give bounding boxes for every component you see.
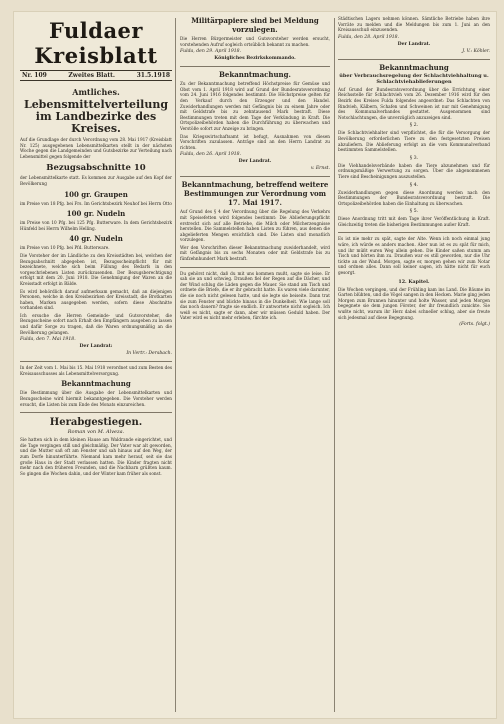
serial-author: Roman von M. Alveza.: [67, 429, 125, 436]
notice-text: Das Kriegswirtschaftsamt ist befugt, Ausnahmen von diesen Vorschriften zuzulassen. Anträge sind an den Herrn Landrat zu richten.: [180, 133, 330, 150]
article-text: im Preise von 10 Pfg. bei Pfd. Butterware.: [20, 245, 110, 251]
signature: J. V.: Köhler.: [462, 48, 490, 54]
signature: In Vertr.: Dersbach.: [126, 351, 172, 357]
notice-text: In der Zeit vom 1. Mai bis 15. Mai 1918 verordnet und zum Besten des Kreisausschusses als Lebensmittelversorgung.: [20, 365, 172, 376]
office-name: Der Landrat:: [79, 344, 113, 350]
article-text: Die Vorsteher der im Ländliche zu den Kreisstädten bei, welchen der Bezugsabschnitt abgegeben ist, Bezugsscheinpflicht für mit bezeichnete, welche sich beim Füllung des Bedarfs in den vorgeschriebenen Listen zurückzusenden. Der Bezugsberechtigung erfolgt mit dem 20. Juni 1918. Die Genehmigung der Waren an die Kreisstadt erfolgt in Bälde.: [20, 252, 172, 286]
item-heading: 40 gr. Nudeln: [69, 234, 123, 244]
notice-heading: Bekanntmachung.: [219, 70, 291, 80]
notice-text: Zuwiderhandlungen gegen diese Anordnung werden nach den Bestimmungen der Bundesratsverordnung bestraft. Die Ortspolizeibehörden haben die Einhaltung zu überwachen.: [338, 189, 490, 206]
divider: [338, 59, 490, 60]
place-date: Fulda, den 26. April 1918.: [180, 152, 242, 158]
column-right: [338, 12, 490, 718]
issue-line: [20, 70, 172, 81]
notice-text: Auf Grund der Bundesratsverordnung über die Errichtung einer Reichsstelle für Schlachtvieh vom 26. Dezember 1916 wird für den Bezirk des Kreises Fulda folgendes angeordnet: Das Schlachten von Rindvieh, Kälbern, Schafen und Schweinen ist nur mit Genehmigung des Kommunalverbandes gestattet. Ausgenommen sind Notschlachtungen, die unverzüglich anzuzeigen sind.: [338, 86, 490, 120]
section-kicker: Amtliches.: [72, 87, 120, 97]
article-text: im Preise von 18 Pfg. bei Frs. Im Gerichtsbezirk Neuhof bei Herrn Otto: [20, 200, 172, 206]
place-date: Fulda, den 29. April 1918.: [180, 49, 242, 55]
article-text: der Lebensmittelkarte statt. Es kommen zur Ausgabe auf den Kopf der Bevölkerung: [20, 175, 172, 186]
serial-text: Sie hatten sich in dem kleinen Hause am Waldrande eingerichtet, und die Tage vergingen still und gleichmäßig. Der Vater war alt geworden, und die Mutter saß oft am Fenster und sah hinaus auf den Weg, der zum Dorfe hinunterführte. Niemand kam mehr herauf, seit sie das große Haus in der Stadt verlassen hatten. Die Kinder fragten nicht mehr nach den früheren Freunden, und die Nachbarn grüßten kaum. So gingen die Wochen dahin, und der Winter kam früher als sonst.: [20, 437, 172, 476]
notice-text: Diese Anordnung tritt mit dem Tage ihrer Veröffentlichung in Kraft. Gleichzeitig treten die bisherigen Bestimmungen außer Kraft.: [338, 216, 490, 227]
article-headline: Lebensmittelverteilung im Landbezirke des Kreises.: [23, 98, 169, 135]
divider: [20, 412, 172, 413]
paragraph-number: § 3.: [409, 155, 419, 161]
serial-text: Du gehörst nicht, daß du mit uns kommen mußt, sagte sie leise. Er sah sie an und schwieg. Draußen fiel der Regen auf die Dächer, und der Wind schlug die Läden gegen die Mauer. Sie stand am Tisch und ordnete die Briefe, die er ihr gebracht hatte. Es waren viele darunter, die sie noch nicht gelesen hatte, und sie legte sie beiseite. Dann trat sie zum Fenster und blickte hinaus in die Dunkelheit. Wie lange soll das noch dauern? fragte sie endlich. Er antwortete nicht sogleich. Ich weiß es nicht, sagte er dann, aber wir müssen Geduld haben. Der Vater wird es nicht mehr erleben, fürchte ich.: [180, 270, 330, 321]
column-divider: [334, 18, 335, 712]
paragraph-number: § 4.: [409, 182, 419, 188]
place-date: Fulda, den 28. April 1918.: [338, 34, 400, 40]
issue-number: Nr. 109: [22, 72, 47, 79]
item-heading: 100 gr. Graupen: [64, 189, 128, 199]
notice-heading: Bekanntmachung: [379, 62, 449, 72]
signature: v. Ernst.: [310, 166, 330, 172]
notice-text: Städtischen Lagers nehmen können. Sämtliche Betriebe haben ihre Vorräte zu melden und die Meldungen bis zum 1. Juni an den Kreisausschuß einzusenden.: [338, 16, 490, 33]
notice-heading: Bekanntmachung, betreffend weitere Bestimmungen zur Verordnung vom 17. Mai 1917.: [181, 180, 329, 208]
notice-heading: Militärpapiere sind bei Meldung vorzulegen.: [191, 16, 319, 34]
column-middle: [180, 12, 330, 718]
notice-text: Die Herren Bürgermeister und Gutsvorsteher werden ersucht, vorstehenden Aufruf sogleich ortsüblich bekannt zu machen.: [180, 36, 330, 47]
article-text: Auf die Grundlage der durch Verordnung vom 28. Mai 1917 (Kreisblatt Nr. 125) ausgegebenen Lebensmittelkarten stellt in der nächsten Woche gegen die Landgemeinden und Gutsbezirke zur Verteilung nach Lebensmittel gegen folgende der: [20, 137, 172, 159]
notice-subheading: über Verbrauchsregelung der Schlachtviehhaltung u. Schlachtviehablieferungen: [339, 72, 489, 85]
issue-date: 31.5.1918: [136, 72, 170, 79]
notice-text: Auf Grund des § 4 der Verordnung über die Regelung des Verkehrs mit Speisefetten wird folgendes bestimmt: Die Ablieferungspflicht erstreckt sich auf alle Betriebe, die Milch oder Milcherzeugnisse herstellen. Die Sammelstellen haben Listen zu führen, aus denen die abgelieferten Mengen ersichtlich sind. Die Listen sind monatlich vorzulegen.: [180, 209, 330, 243]
divider: [338, 232, 490, 233]
divider: [180, 66, 330, 67]
column-left: [20, 12, 172, 718]
article-text: im Preise von 10 Pfg. bei 125 Pfg. Butterware. In dem Gerichtsbezirk Hünfeld bei Herrn Wilhelm Helling.: [20, 220, 172, 231]
place-date: Fulda, den 7. Mai 1918.: [20, 337, 76, 343]
serial-title: Herabgestiegen.: [49, 417, 143, 429]
article-text: Es wird behördlich darauf aufmerksam gemacht, daß an diejenigen Personen, welche in den Kreisbezirken der Kreisstadt, die Brotkarten haben, Marken ausgegeben werden, sofern diese Abschnitte vorhanden sind.: [20, 288, 172, 311]
divider: [180, 176, 330, 177]
notice-text: Die Bestimmung über die Ausgabe der Lebensmittelkarten und Bezugsscheine wird hiermit bekanntgegeben. Die Vorsteher werden ersucht, die Listen bis zum Ende des Monats einzureichen.: [20, 390, 172, 407]
notice-heading: Bekanntmachung: [61, 379, 131, 389]
office-name: Der Landrat.: [397, 41, 431, 47]
column-divider: [175, 18, 176, 712]
paragraph-number: § 5.: [409, 209, 419, 215]
serial-text: Es ist nie mehr zu spät, sagte der Alte. Wenn ich noch einmal jung wäre, ich würde es anders machen. Aber nun ist es zu spät für mich, und ihr müßt euren Weg allein gehen. Die Kinder saßen stumm am Tisch und hörten ihm zu. Draußen war es still geworden, nur die Uhr tickte an der Wand. Morgen, sagte er, morgen gehen wir zum Notar und ordnen alles. Dann soll keiner sagen, ich hätte nicht für euch gesorgt.: [338, 236, 490, 276]
chapter-heading: 12. Kapitel.: [398, 278, 430, 285]
paragraph-number: § 2.: [409, 123, 419, 129]
continued-note: (Forts. folgt.): [459, 322, 490, 328]
divider: [20, 361, 172, 362]
office-name: Königliches Bezirkskommando.: [214, 56, 296, 62]
notice-text: Zu der Bekanntmachung betreffend Höchstpreise für Gemüse und Obst vom 1. April 1918 wird auf Grund der Bundesratsverordnung vom 24. Juni 1916 folgendes bestimmt: Die Höchstpreise gelten für den Verkauf durch den Erzeuger und den Handel. Zuwiderhandlungen werden mit Gefängnis bis zu einem Jahre oder mit Geldstrafe bis zu zehntausend Mark bestraft. Diese Bestimmungen treten mit dem Tage der Verkündung in Kraft. Die Ortspolizeibehörden haben die Durchführung zu überwachen und Verstöße sofort zur Anzeige zu bringen.: [180, 81, 330, 131]
serial-text: Die Wochen vergingen, und der Frühling kam ins Land. Die Bäume im Garten blühten, und die Vögel sangen in den Hecken. Marie ging jeden Morgen zum Brunnen hinunter und holte Wasser, und jeden Morgen begegnete sie dem jungen Förster, der ihr freundlich zunickte. Sie wußte nicht, warum ihr Herz dabei schneller schlug, aber sie freute sich jedesmal auf diese Begegnung.: [338, 286, 490, 320]
divider: [180, 267, 330, 268]
notice-text: Die Viehhandelsverbände haben die Tiere abzunehmen und für ordnungsmäßige Verwertung zu sorgen. Über die abgenommenen Tiere sind Bescheinigungen auszustellen.: [338, 162, 490, 179]
notice-text: Die Schlachtviehhalter sind verpflichtet, die für die Versorgung der Bevölkerung erforderlichen Tiere zu den festgesetzten Preisen abzuliefern. Die Ablieferung erfolgt an die vom Kommunalverband bestimmten Sammelstellen.: [338, 130, 490, 153]
section-heading: Bezugsabschnitte 10: [46, 163, 146, 174]
issue-sheet: Zweites Blatt.: [68, 72, 115, 79]
article-text: Ich ersuche die Herren Gemeinde- und Gutsvorsteher, die Bezugsscheine sofort nach Erhalt den Empfängern ausgeben zu lassen und dafür Sorge zu tragen, daß die Waren ordnungsmäßig an die Bevölkerung gelangen.: [20, 312, 172, 335]
newspaper-page: [14, 12, 496, 718]
notice-text: Wer den Vorschriften dieser Bekanntmachung zuwiderhandelt, wird mit Gefängnis bis zu sechs Monaten oder mit Geldstrafe bis zu fünfzehnhundert Mark bestraft.: [180, 244, 330, 262]
item-heading: 100 gr. Nudeln: [66, 209, 126, 219]
masthead-title: Fuldaer Kreisblatt: [34, 18, 158, 68]
office-name: Der Landrat.: [238, 159, 272, 165]
